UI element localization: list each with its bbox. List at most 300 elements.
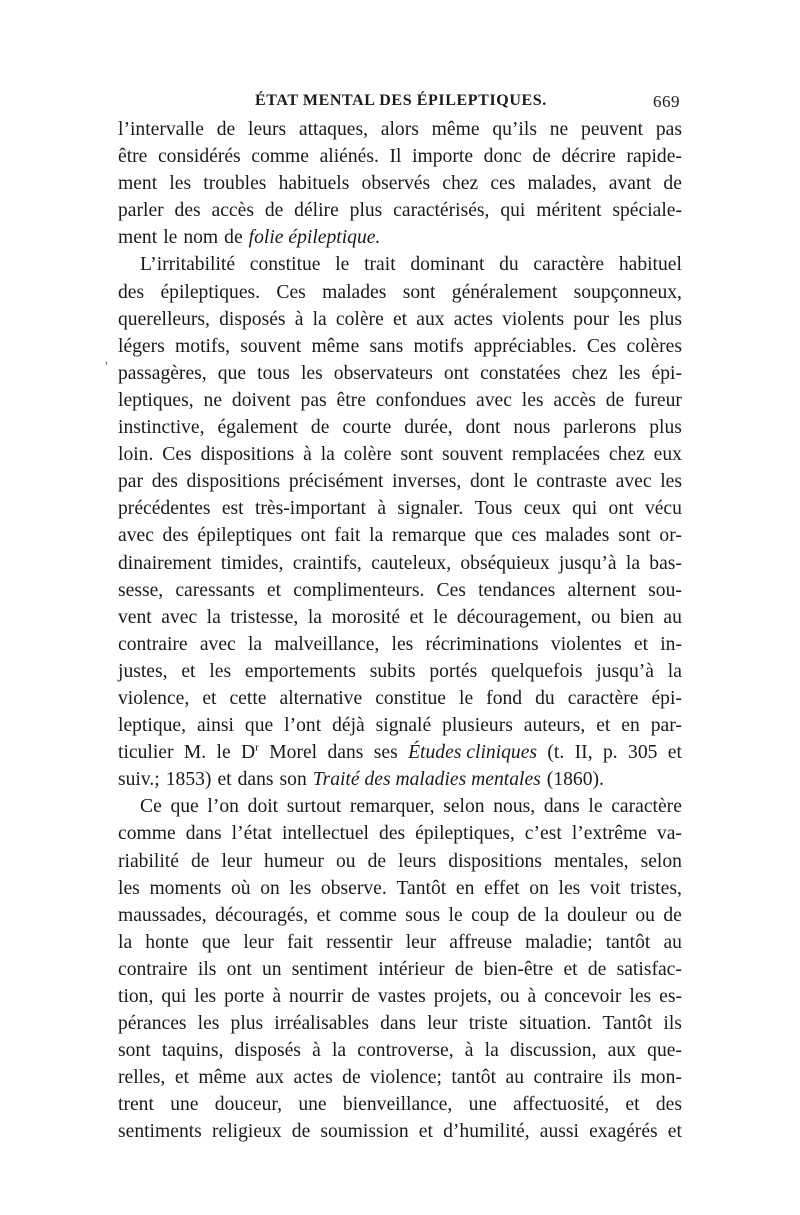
word: des: [379, 823, 406, 845]
word: chez: [608, 444, 645, 466]
word: tion,: [118, 986, 154, 1007]
word: dont: [469, 471, 505, 493]
word: violence;: [370, 1067, 442, 1089]
word: bien-être: [483, 958, 554, 980]
word: précédentes: [118, 498, 211, 520]
word: actes: [453, 308, 493, 330]
word: eux: [653, 444, 682, 466]
word: coup: [471, 904, 510, 926]
word: observe.: [320, 877, 387, 899]
word: d’humilité,: [443, 1121, 530, 1143]
word: douceur,: [214, 1094, 283, 1116]
word: leptique,: [118, 715, 187, 737]
word: également: [217, 417, 298, 439]
word: colères: [626, 335, 682, 357]
word: pas: [655, 119, 682, 140]
word: ils: [663, 1013, 682, 1035]
running-title: ÉTAT MENTAL DES ÉPILEPTIQUES.: [255, 92, 547, 109]
word: parlerons: [563, 417, 637, 439]
word: tous: [257, 362, 290, 384]
word: l’extrême: [571, 823, 647, 845]
word: contraire: [533, 1067, 604, 1089]
word: les: [197, 1013, 220, 1035]
word: troubles: [203, 173, 267, 195]
word: qui: [572, 498, 598, 520]
text-line: [118, 468, 682, 495]
word: Ces: [162, 444, 192, 466]
word: portés: [429, 660, 478, 682]
text-line: [118, 1118, 682, 1145]
word: de: [264, 200, 284, 222]
word: intellectuel: [281, 823, 369, 845]
word: timides,: [220, 552, 284, 574]
text-line: [118, 820, 682, 847]
word: (1860).: [546, 769, 604, 791]
word: le: [588, 796, 603, 818]
word: décrire: [561, 146, 616, 168]
word: épileptiques: [197, 525, 293, 547]
word: dispositions: [186, 471, 281, 493]
word: colère: [335, 308, 384, 330]
word: les: [391, 633, 414, 655]
word: II,: [574, 742, 593, 764]
word: signaler.: [397, 498, 464, 520]
word: que: [201, 931, 231, 953]
word: épi-: [651, 362, 682, 384]
text-line: [118, 1037, 682, 1064]
word: de: [190, 850, 210, 872]
word: sont: [402, 281, 436, 303]
word: à: [272, 986, 282, 1007]
word: au: [663, 606, 682, 628]
word: loin.: [118, 444, 154, 466]
word: Morel: [269, 742, 318, 764]
word: on: [260, 877, 280, 899]
word: dans: [543, 796, 580, 818]
word: que: [170, 796, 199, 818]
word: de: [216, 119, 236, 140]
word: le: [335, 254, 350, 276]
word: dominant: [410, 254, 485, 276]
word: à: [377, 498, 387, 520]
word: que: [244, 715, 274, 737]
word: aux: [255, 1067, 285, 1089]
word: au: [505, 1067, 525, 1089]
word: constatées: [480, 362, 561, 384]
text-line: [118, 685, 682, 712]
word: ces: [511, 525, 537, 547]
word: M.: [183, 742, 207, 764]
word: leurs: [248, 119, 287, 140]
word: confondues: [375, 389, 467, 411]
word: la: [247, 633, 263, 655]
word: précisément: [288, 471, 384, 493]
word: intérieur: [378, 958, 445, 980]
text-line: [118, 793, 682, 820]
word: de: [291, 1121, 311, 1143]
word: du: [535, 687, 555, 709]
word: chez: [571, 362, 608, 384]
word: triste: [468, 1013, 508, 1035]
text-line: [118, 956, 682, 983]
word: sont: [618, 525, 651, 547]
word: situation.: [518, 1013, 592, 1035]
word: le: [163, 227, 178, 249]
word: morosité: [331, 606, 401, 628]
word: projets,: [433, 986, 492, 1007]
word: donc: [483, 146, 522, 168]
word: nom: [183, 227, 219, 249]
word: attaques,: [298, 119, 368, 140]
word: sans: [369, 335, 404, 357]
word: moments: [149, 877, 222, 899]
word: taquins,: [161, 1040, 224, 1062]
word: ont: [226, 958, 252, 980]
text-line: [118, 170, 682, 197]
word: des: [655, 1094, 682, 1116]
text-line: [118, 766, 682, 793]
word: la: [544, 904, 559, 926]
word: violence,: [118, 687, 190, 709]
word: courte: [342, 417, 392, 439]
word: ont: [443, 362, 469, 384]
word: avec: [118, 525, 154, 547]
word: habituels: [278, 173, 350, 195]
text-line: [118, 143, 682, 170]
word: sont: [118, 1040, 151, 1062]
text-line: [118, 604, 682, 631]
word: souvent: [442, 444, 503, 466]
word: on: [529, 877, 549, 899]
text-line: [118, 522, 682, 549]
word: ou: [591, 606, 611, 628]
text-line: [118, 116, 682, 143]
word: découragement,: [456, 606, 582, 628]
word: ils: [197, 958, 217, 980]
word: malveillance,: [274, 633, 380, 655]
word: spéciale-: [612, 200, 682, 222]
word: caractère: [611, 796, 682, 818]
word: remarquer,: [349, 796, 435, 818]
text-line: [118, 1064, 682, 1091]
word: fond: [486, 687, 523, 709]
text-line: [118, 387, 682, 414]
margin-mark: ,: [105, 352, 108, 366]
word: de: [663, 173, 682, 195]
word: délire: [294, 200, 339, 222]
word: et: [625, 1094, 640, 1116]
word: suiv.;: [118, 769, 160, 791]
word: ment: [118, 227, 158, 249]
word: humeur: [264, 850, 324, 872]
word: quelquefois: [491, 660, 583, 682]
word: ont: [300, 525, 326, 547]
word: et: [633, 633, 649, 655]
word: dans: [327, 742, 364, 764]
word: aliénés.: [319, 146, 379, 168]
word: pour: [573, 308, 610, 330]
word: sont: [400, 444, 434, 466]
word: ou: [335, 850, 356, 872]
word: au: [663, 931, 682, 953]
text-line: [118, 251, 682, 278]
word: subits: [369, 660, 416, 682]
word: les: [660, 471, 682, 493]
word: ne: [203, 389, 223, 411]
word: souvent: [240, 335, 302, 357]
text-line: [118, 739, 682, 766]
word: querelleurs,: [118, 308, 210, 330]
word: affectuosité,: [513, 1094, 610, 1116]
word: bas-: [649, 552, 682, 574]
word: à: [527, 986, 537, 1007]
word: auteurs,: [523, 715, 586, 737]
word: de: [454, 958, 474, 980]
word: nous,: [493, 796, 536, 818]
word: la: [331, 1040, 347, 1062]
word: tristes,: [630, 877, 682, 899]
word: malades: [322, 281, 387, 303]
word: colère: [343, 444, 392, 466]
word: et: [418, 1121, 433, 1143]
word: ment: [118, 173, 158, 195]
word: les: [289, 877, 312, 899]
word: nous: [513, 417, 551, 439]
word: la: [484, 1040, 499, 1062]
word: que: [217, 362, 247, 384]
word: chez: [442, 173, 479, 195]
word: bien: [620, 606, 654, 628]
word: honte: [145, 931, 189, 953]
text-line: [118, 577, 682, 604]
word: et: [596, 715, 611, 737]
word: par-: [650, 715, 682, 737]
word: remplacées: [511, 444, 600, 466]
word: être: [336, 389, 366, 411]
word: ressentir: [326, 931, 393, 953]
word: fait: [286, 931, 314, 953]
word: le: [448, 904, 463, 926]
word: ainsi: [196, 715, 234, 737]
word: jusqu’à: [596, 660, 654, 682]
word: à: [464, 1040, 474, 1062]
word: récriminations: [425, 633, 539, 655]
word: leur: [405, 931, 437, 953]
word: Ces: [436, 579, 466, 601]
word: bienveillance,: [342, 1094, 453, 1116]
word: généralement: [451, 281, 558, 303]
word: comme: [339, 904, 397, 926]
word: avant: [608, 173, 652, 195]
word: la: [118, 931, 133, 953]
word: considérés: [157, 146, 241, 168]
word: les: [629, 986, 652, 1007]
word: avec: [161, 606, 198, 628]
word: la: [312, 308, 327, 330]
word: où: [230, 877, 251, 899]
word: caractérisés,: [393, 200, 490, 222]
word: très-important: [254, 498, 366, 520]
word: être: [118, 146, 148, 168]
word: même: [198, 1067, 247, 1089]
word: parler: [118, 200, 164, 222]
word: fait: [334, 525, 361, 547]
text-line: [118, 631, 682, 658]
word: sou-: [648, 579, 682, 601]
word: violentes: [550, 633, 622, 655]
word: contraire: [118, 633, 188, 655]
word: actes: [293, 1067, 333, 1089]
word: par: [118, 471, 144, 493]
word: inverses,: [392, 471, 462, 493]
word: disposés: [234, 1040, 301, 1062]
word: les: [194, 986, 217, 1007]
word: l’on: [207, 796, 239, 818]
word: Il: [389, 146, 402, 168]
word: épi-: [651, 687, 682, 709]
word: (t.: [547, 742, 565, 764]
word: épileptiques,: [415, 823, 515, 845]
word: L’irritabilité: [140, 254, 236, 276]
word: contraste: [536, 471, 607, 493]
word: ces: [490, 173, 516, 195]
word: contraire: [118, 958, 188, 980]
word: dinairement: [118, 552, 212, 574]
text-line: [118, 495, 682, 522]
word: in-: [660, 633, 682, 655]
word: ne: [549, 119, 569, 140]
word: comme: [118, 823, 176, 845]
word: nourrir: [289, 986, 344, 1007]
word: vent: [118, 606, 152, 628]
word: or-: [659, 525, 682, 547]
word: à: [312, 1040, 321, 1062]
word: controverse,: [357, 1040, 454, 1062]
word: une: [468, 1094, 497, 1116]
word: la: [320, 444, 335, 466]
word: de: [663, 904, 682, 926]
word: Tous: [474, 498, 513, 520]
word: de: [367, 850, 387, 872]
word: sentiment: [291, 958, 368, 980]
word: 1853): [165, 769, 212, 791]
word: Études cliniques: [408, 742, 538, 764]
word: ses: [373, 742, 398, 764]
word: plus: [349, 200, 383, 222]
word: es-: [659, 986, 682, 1007]
word: et: [667, 1121, 682, 1143]
word: de: [517, 904, 537, 926]
word: caractère: [533, 254, 605, 276]
word: et: [217, 769, 232, 791]
word: ils: [612, 1067, 632, 1089]
word: et: [667, 742, 682, 764]
word: à: [294, 308, 304, 330]
word: de: [532, 146, 551, 168]
word: de: [587, 958, 607, 980]
word: les: [169, 173, 192, 195]
word: aussi: [539, 1121, 579, 1143]
word: obséquieux: [460, 552, 550, 574]
word: mentales,: [553, 850, 629, 872]
word: trait: [364, 254, 396, 276]
word: leurs: [398, 850, 437, 872]
word: Ce: [140, 796, 162, 818]
word: des: [151, 471, 178, 493]
text-line: [118, 197, 682, 224]
word: observateurs: [333, 362, 433, 384]
word: maussades,: [118, 904, 207, 926]
word: tristesse,: [230, 606, 299, 628]
word: caractère: [567, 687, 639, 709]
word: ou: [499, 986, 520, 1007]
word: disposés: [219, 308, 286, 330]
word: dans: [185, 823, 222, 845]
word: soumission: [320, 1121, 409, 1143]
word: habituel: [618, 254, 682, 276]
word: riabilité: [118, 850, 179, 872]
word: cette: [229, 687, 267, 709]
word: un: [261, 958, 282, 980]
word: des: [162, 525, 189, 547]
word: fureur: [634, 389, 682, 411]
word: est: [221, 498, 244, 520]
word: $D^r$: [241, 741, 259, 764]
word: aux: [607, 1040, 636, 1062]
word: ou: [635, 904, 655, 926]
word: justes,: [118, 660, 168, 682]
word: voit: [589, 877, 621, 899]
word: accès: [211, 200, 254, 222]
word: plus: [649, 308, 682, 330]
text-line: [118, 875, 682, 902]
word: les: [618, 308, 641, 330]
word: constitue: [249, 254, 321, 276]
word: le: [433, 606, 448, 628]
word: p.: [602, 742, 618, 764]
running-head: [118, 92, 682, 116]
word: passagères,: [118, 362, 207, 384]
word: leur: [427, 1013, 458, 1035]
word: complimenteurs.: [293, 579, 425, 601]
word: exagérés: [589, 1121, 658, 1143]
word: motifs: [413, 335, 464, 357]
word: épileptiques.: [160, 281, 261, 303]
word: une: [170, 1094, 199, 1116]
text-line: [118, 848, 682, 875]
word: alors: [380, 119, 419, 140]
word: signalé: [375, 715, 432, 737]
word: qui: [500, 200, 526, 222]
word: dans: [380, 1013, 416, 1035]
word: trent: [118, 1094, 154, 1116]
word: comme: [251, 146, 309, 168]
word: de: [342, 1067, 361, 1089]
word: c’est: [524, 823, 562, 845]
word: selon: [640, 850, 682, 872]
word: Traité des maladies mentales: [312, 769, 541, 791]
word: aux: [416, 308, 445, 330]
word: dans: [237, 769, 274, 791]
word: et: [409, 606, 424, 628]
word: alternative: [279, 687, 363, 709]
word: sentiments: [118, 1121, 202, 1143]
word: leur: [243, 931, 274, 953]
word: vastes: [377, 986, 426, 1007]
word: du: [499, 254, 519, 276]
word: discussion,: [509, 1040, 597, 1062]
word: malades,: [527, 173, 597, 195]
